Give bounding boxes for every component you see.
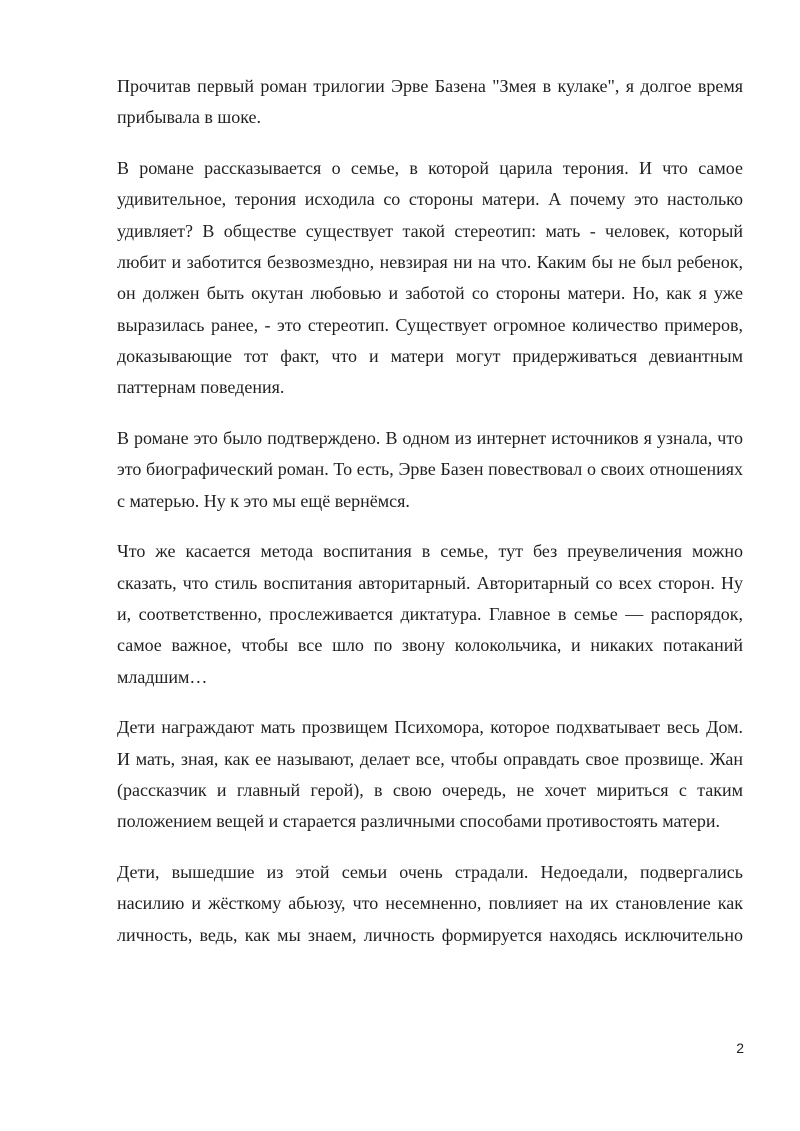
document-body — [117, 71, 743, 951]
paragraph-4: Что же касается метода воспитания в семье, тут без преувеличения можно сказать, что стиль воспитания авторитарный. Авторитарный со всех сторон. Ну и, соответственно, прослеживается диктатура. Главное в семье — распорядок, самое важное, чтобы все шло по звону колокольчика, и никаких потаканий младшим… — [117, 541, 743, 687]
paragraph-1: Прочитав первый роман трилогии Эрве Базена "Змея в кулаке", я долгое время прибывала в шоке. — [117, 76, 743, 128]
page-number: 2 — [736, 1040, 744, 1056]
paragraph-6: Дети, вышедшие из этой семьи очень страдали. Недоедали, подвергались насилию и жёсткому абьюзу, что несемненно, повлияет на их становление как личность, ведь, как мы знаем, личность формируется находясь исключительно — [117, 862, 743, 945]
paragraph-5: Дети награждают мать прозвищем Психомора, которое подхватывает весь Дом. И мать, зная, как ее называют, делает все, чтобы оправдать свое прозвище. Жан (рассказчик и главный герой), в свою очередь, не хочет мириться с таким положением вещей и старается различными способами противостоять матери. — [117, 717, 743, 832]
paragraph-3: В романе это было подтверждено. В одном из интернет источников я узнала, что это биографический роман. То есть, Эрве Базен повествовал о своих отношениях с матерью. Ну к это мы ещё вернёмся. — [117, 427, 743, 511]
paragraph-2: В романе рассказывается о семье, в которой царила терония. И что самое удивительное, терония исходила со стороны матери. А почему это настолько удивляет? В обществе существует такой стереотип: мать - человек, который любит и заботится безвозмездно, невзирая ни на что. Каким бы не был ребенок, он должен быть окутан любовью и заботой со стороны матери. Но, как я уже выразилась ранее, - это стереотип. Существует огромное количество примеров, доказывающие тот факт, что и матери могут придерживаться девиантным паттернам поведения. — [117, 158, 743, 398]
